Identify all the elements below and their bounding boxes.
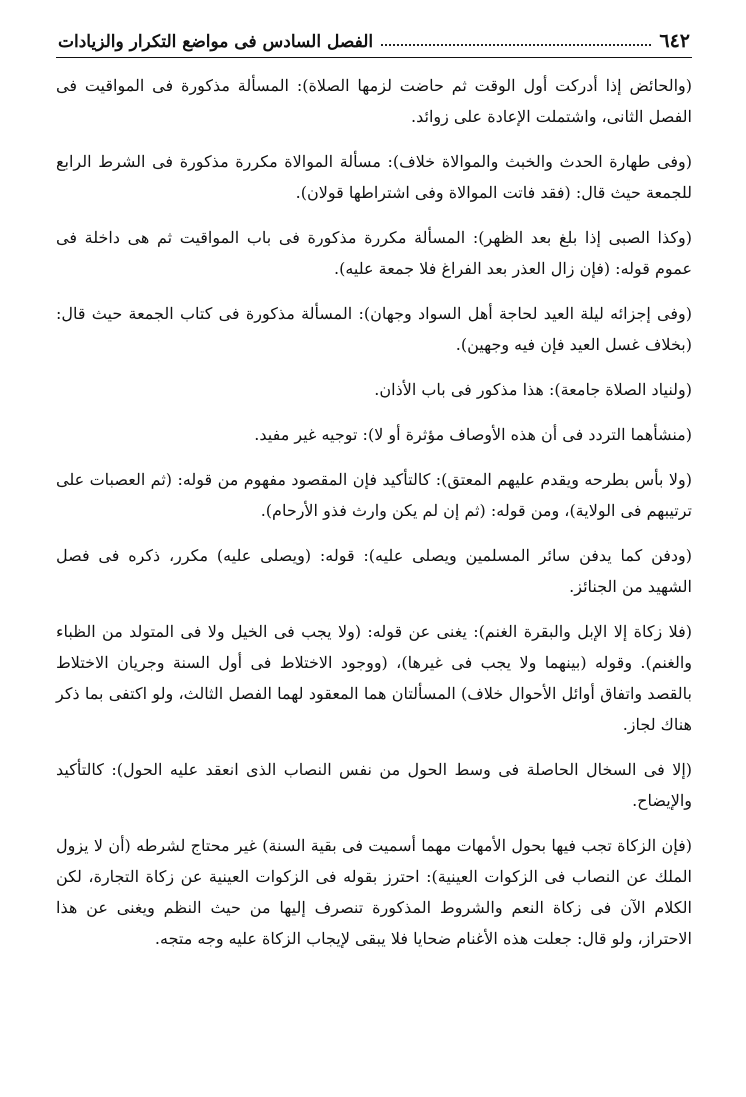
paragraph: (ولا بأس بطرحه ويقدم عليهم المعتق): كالتأكيد فإن المقصود مفهوم من قوله: (ثم العصبات على ترتيبهم فى الولاية)، ومن قوله: (ثم إن لم يكن وارث فذو الأرحام). — [56, 470, 692, 520]
page-number: ٦٤٢ — [659, 30, 690, 52]
paragraph: (فلا زكاة إلا الإبل والبقرة الغنم): يغنى عن قوله: (ولا يجب فى الخيل ولا فى المتولد من الظباء والغنم). وقوله (بينهما ولا يجب فى غيرها)، (ووجود الاختلاط فى أول السنة وجريان الاختلاط بالقصد واتفاق أوائل الأحوال خلاف) المسألتان هما المعقود لهما الفصل الثالث، ولو اكتفى بما ذكر هناك لجاز. — [56, 622, 692, 734]
paragraph: (ودفن كما يدفن سائر المسلمين ويصلى عليه): قوله: (ويصلى عليه) مكرر، ذكره فى فصل الشهيد من الجنائز. — [56, 546, 692, 596]
page-body — [56, 70, 692, 954]
running-title: الفصل السادس فى مواضع التكرار والزيادات — [58, 32, 374, 52]
page-header — [56, 30, 692, 58]
paragraph: (منشأهما التردد فى أن هذه الأوصاف مؤثرة أو لا): توجيه غير مفيد. — [254, 425, 692, 444]
paragraph: (فإن الزكاة تجب فيها بحول الأمهات مهما أسميت فى بقية السنة) غير محتاج لشرطه (أن لا يزول الملك عن النصاب فى الزكوات العينية): احترز بقوله فى الزكوات العينية عن زكاة التجارة، لكن الكلام الآن فى زكاة النعم والشروط المذكورة تنصرف إليها من حيث النظم ويغنى عن هذا الاحتراز، ولو قال: جعلت هذه الأغنام ضحايا فلا يبقى لإيجاب الزكاة عليه وجه متجه. — [56, 836, 692, 948]
header-dotted-leader — [381, 44, 651, 46]
paragraph: (إلا فى السخال الحاصلة فى وسط الحول من نفس النصاب الذى انعقد عليه الحول): كالتأكيد والإيضاح. — [56, 760, 692, 810]
paragraph: (وفى إجزائه ليلة العيد لحاجة أهل السواد وجهان): المسألة مذكورة فى كتاب الجمعة حيث قال: (بخلاف غسل العيد فإن فيه وجهين). — [56, 304, 692, 354]
book-page — [56, 30, 692, 968]
paragraph: (والحائض إذا أدركت أول الوقت ثم حاضت لزمها الصلاة): المسألة مذكورة فى المواقيت فى الفصل الثانى، واشتملت الإعادة على زوائد. — [56, 76, 692, 126]
paragraph: (وفى طهارة الحدث والخبث والموالاة خلاف): مسألة الموالاة مكررة مذكورة فى الشرط الرابع للجمعة حيث قال: (فقد فاتت الموالاة وفى اشتراطها قولان). — [56, 152, 692, 202]
paragraph: (ولنياد الصلاة جامعة): هذا مذكور فى باب الأذان. — [374, 380, 692, 399]
paragraph: (وكذا الصبى إذا بلغ بعد الظهر): المسألة مكررة مذكورة فى باب المواقيت ثم هى داخلة فى عموم قوله: (فإن زال العذر بعد الفراغ فلا جمعة عليه). — [56, 228, 692, 278]
